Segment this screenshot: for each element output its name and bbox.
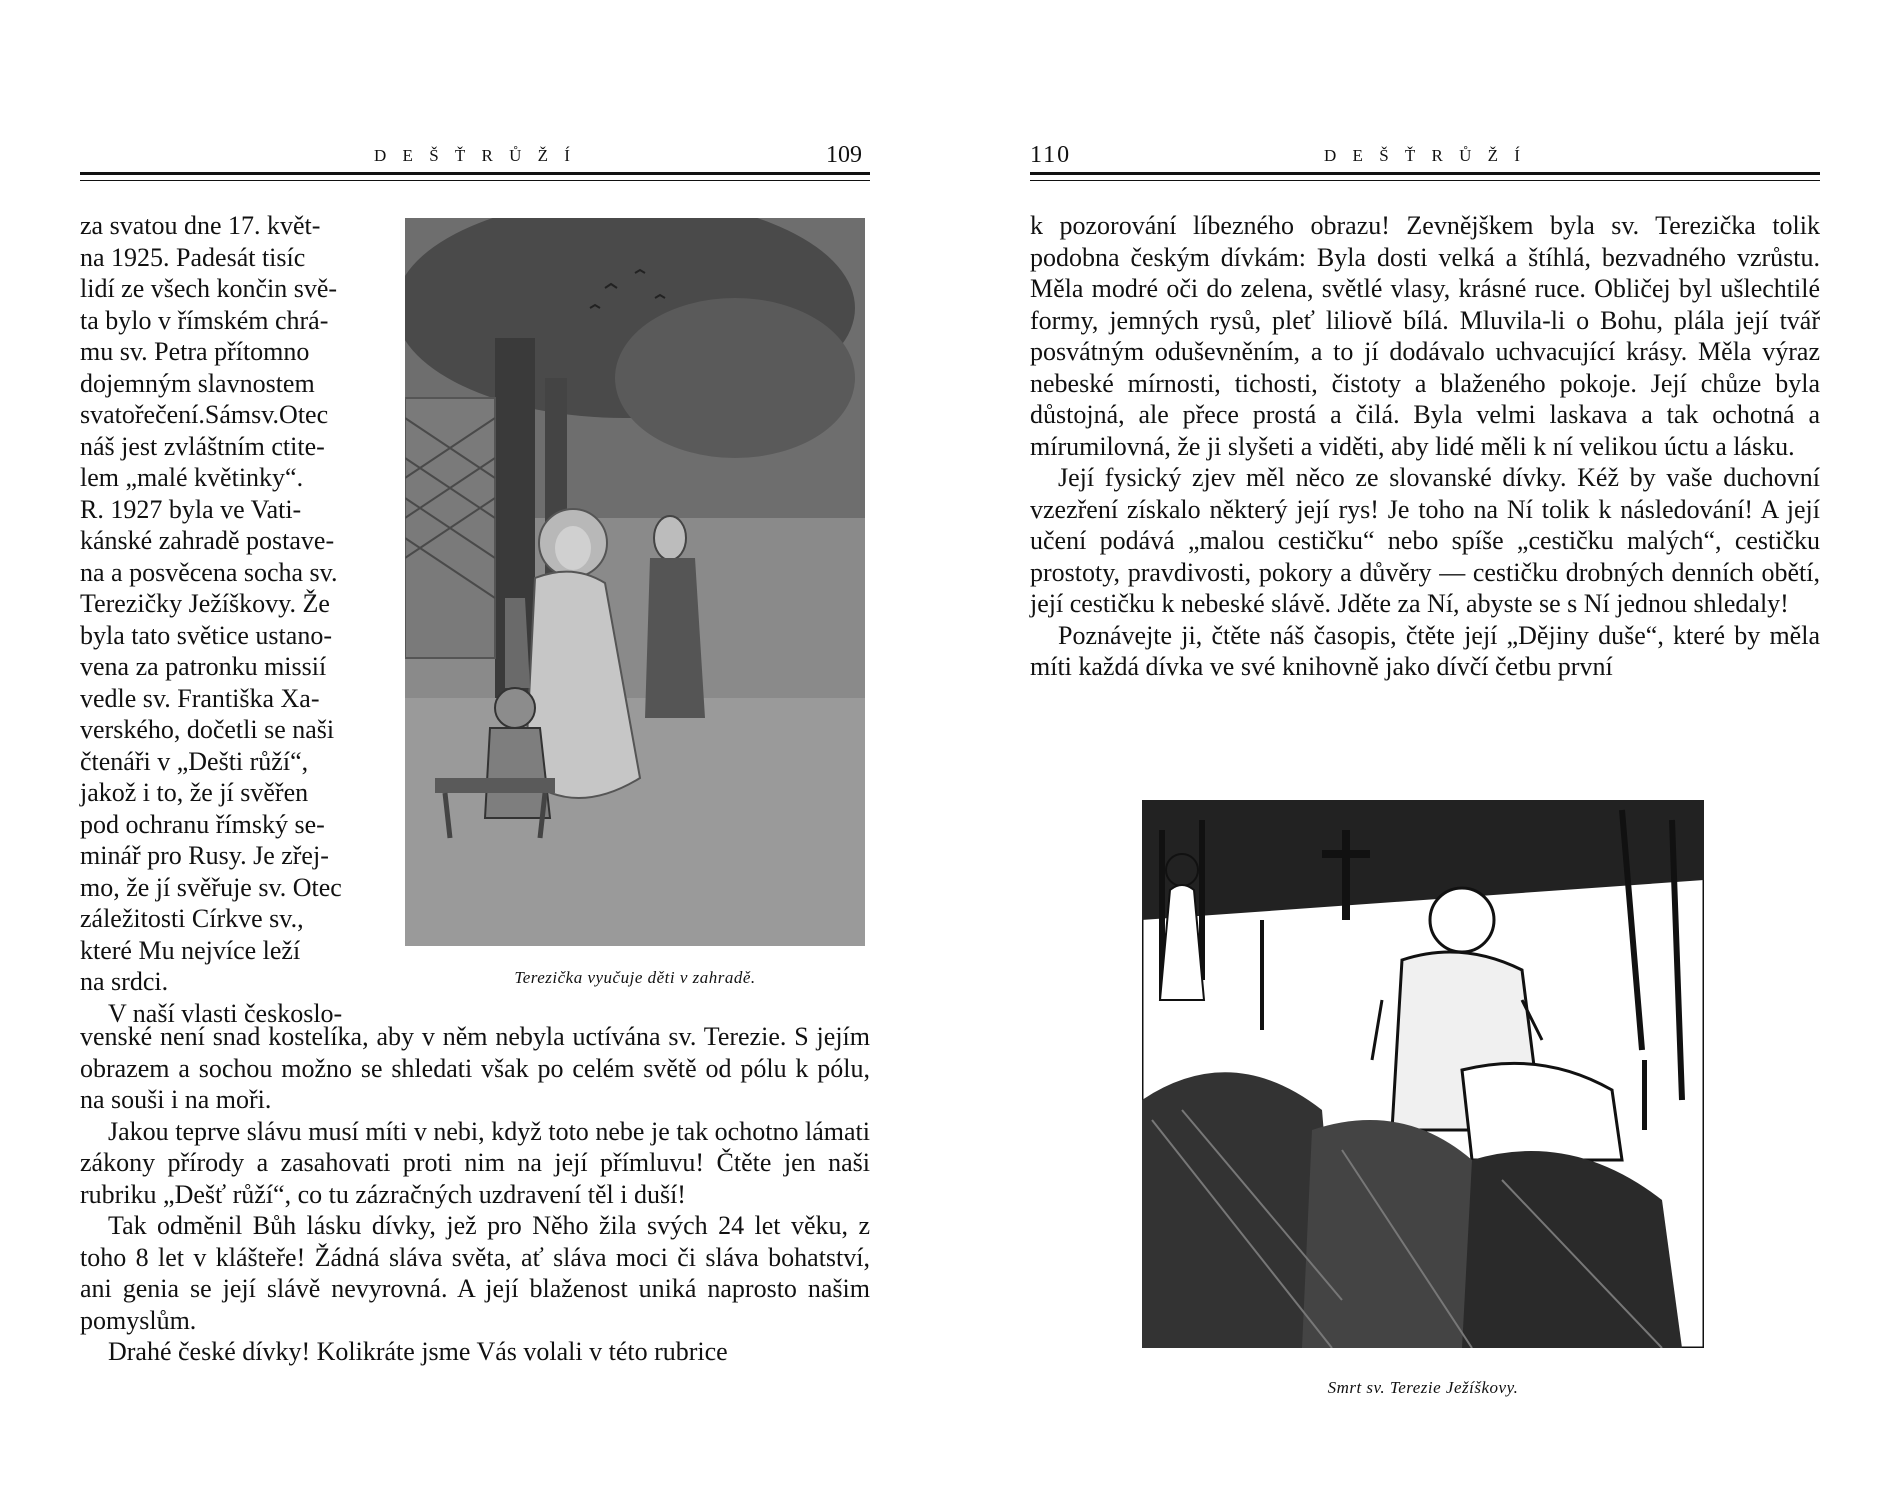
- text-line: pod ochranu římský se-: [80, 809, 325, 839]
- text-line: kánské zahradě postave-: [80, 526, 335, 555]
- header-rule-thin: [80, 180, 870, 181]
- text-line: lidí ze všech končin svě-: [80, 274, 338, 303]
- text-line: které Mu nejvíce leží: [80, 935, 301, 965]
- garden-illustration: [405, 218, 865, 946]
- running-title: D E Š Ť R Ů Ž Í: [1324, 146, 1526, 165]
- deathbed-illustration: [1142, 800, 1704, 1348]
- running-title: D E Š Ť R Ů Ž Í: [374, 146, 576, 165]
- text-line: náš jest zvláštním ctite-: [80, 431, 325, 461]
- paragraph: Její fysický zjev měl něco ze slovanské dívky. Kéž by vaše duchovní vzezření získalo některý její rys! Je toho na Ní tolik k následování! A její učení podává „malou cestičku“ nebo spíše „cestičku malých“, cestičku prostoty, pravdivosti, pokory a důvěry — cestičku drobných denních obětí, její cestičku k nebeské slávě. Jděte za Ní, abyste se s Ní jednou shledaly!: [1030, 463, 1820, 618]
- text-line: byla tato světice ustano-: [80, 620, 332, 650]
- figure-caption: Terezička vyučuje děti v zahradě.: [514, 968, 756, 987]
- text-line: na 1925. Padesát tisíc: [80, 242, 306, 272]
- text-line: na a posvěcena socha sv.: [80, 557, 338, 587]
- text-line: verského, dočetli se naši: [80, 715, 335, 744]
- text-line: vedle sv. Františka Xa-: [80, 683, 320, 713]
- left-page-header: [80, 142, 870, 172]
- text-line: ta bylo v římském chrá-: [80, 305, 329, 335]
- text-line: lem „malé květinky“.: [80, 463, 304, 492]
- paragraph: Poznávejte ji, čtěte náš časopis, čtěte její „Dějiny duše“, které by měla míti každá dívka ve své knihovně jako dívčí četbu první: [1030, 620, 1820, 681]
- header-rule: [80, 172, 870, 175]
- paragraph: Tak odměnil Bůh lásku dívky, jež pro Něho žila svých 24 let věku, z toho 8 let v klášteře! Žádná sláva světa, ať sláva moci či sláva bohatství, ani genia se její slávě nevyrovná. A její blaženost uniká naprosto našim pomyslům.: [80, 1211, 870, 1335]
- text-line: V naší vlasti českoslo-: [108, 998, 343, 1028]
- paragraph: k pozorování líbezného obrazu! Zevnějškem byla sv. Terezička tolik podobna českým dívkám: Byla dosti velká a štíhlá, bezvadného vzrůstu. Měla modré oči do zelena, světlé vlasy, krásné ruce. Obličej byl ušlechtilé formy, jemných rysů, pleť liliově bílá. Mluvila-li o Bohu, plála její tvář posvátným oduševněním, a to jí dodávalo uchvacující krásy. Měla výraz nebeské mírnosti, tichosti, čistoty a blaženého pokoje. Její chůze byla důstojná, ale přece prostá a čilá. Byla velmi laskava a tak ochotná a mírumilovná, že ji slyšeti a viděti, aby lidé měli k ní velikou úctu a lásku.: [1030, 211, 1820, 461]
- text-line: R. 1927 byla ve Vati-: [80, 494, 302, 524]
- header-rule-thin: [1030, 180, 1820, 181]
- text-line: čtenáři v „Dešti růží“,: [80, 746, 309, 776]
- figure-caption: Smrt sv. Terezie Ježíškovy.: [1327, 1378, 1519, 1397]
- right-page-header: [1030, 142, 1820, 172]
- text-line: minář pro Rusy. Je zřej-: [80, 841, 329, 870]
- text-line: vena za patronku missií: [80, 652, 327, 681]
- text-line: dojemným slavnostem: [80, 368, 315, 398]
- left-page: [80, 0, 870, 1500]
- text-line: svatořečení.Sámsv.Otec: [80, 400, 329, 429]
- right-page-text: [1030, 210, 1820, 683]
- text-line: mu sv. Petra přítomno: [80, 337, 310, 366]
- page-number: 109: [826, 142, 862, 168]
- paragraph: Jakou teprve slávu musí míti v nebi, když toto nebe je tak ochotno lámati zákony přírody a zasahovati proti nim na její přímluvu! Čtěte jen naši rubriku „Dešť růží“, co tu zázračných uzdravení těl i duší!: [80, 1116, 870, 1209]
- right-page: [1030, 0, 1820, 1500]
- paragraph: venské není snad kostelíka, aby v něm nebyla uctívána sv. Terezie. S jejím obrazem a sochou možno se shledati však po celém světě od pólu k pólu, na souši i na moři.: [80, 1022, 870, 1114]
- left-full-width-text: [80, 1021, 870, 1368]
- text-line: záležitosti Církve sv.,: [80, 904, 304, 933]
- text-line: mo, že jí svěřuje sv. Otec: [80, 872, 342, 902]
- text-line: za svatou dne 17. květ-: [80, 211, 321, 240]
- text-line: Terezičky Ježíškovy. Že: [80, 589, 330, 618]
- paragraph: Drahé české dívky! Kolikráte jsme Vás volali v této rubrice: [108, 1337, 728, 1366]
- narrow-column-text: [80, 210, 380, 1029]
- text-line: jakož i to, že jí svěřen: [80, 778, 309, 807]
- header-rule: [1030, 172, 1820, 175]
- page-number: 110: [1030, 142, 1072, 168]
- text-line: na srdci.: [80, 967, 169, 996]
